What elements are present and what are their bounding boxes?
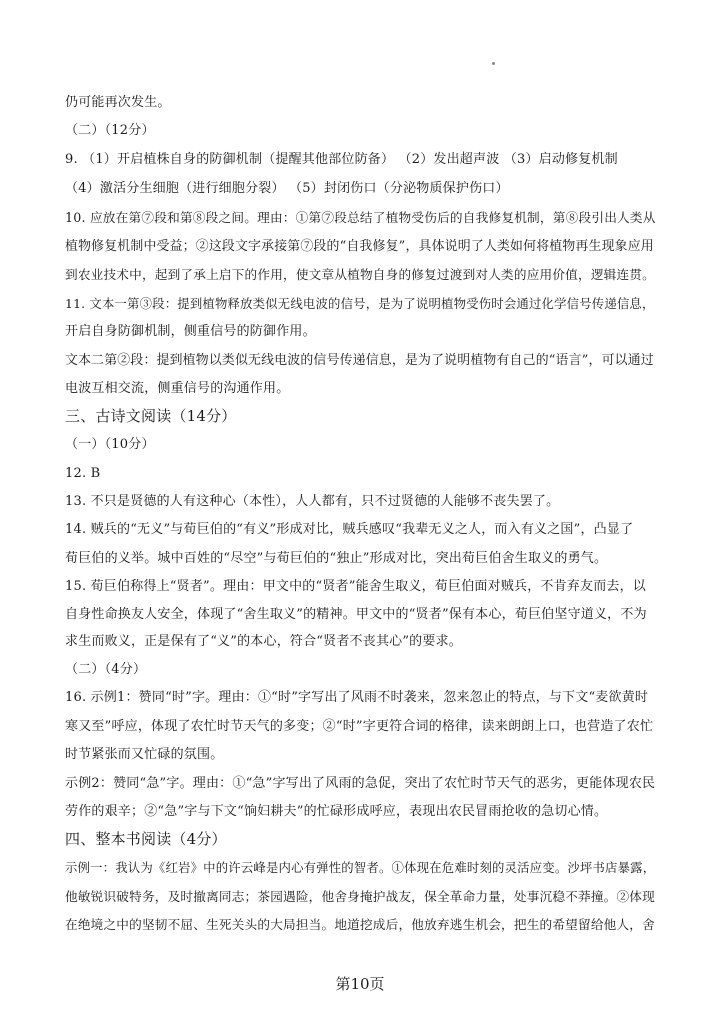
answer-line: 自身性命换友人安全，体现了“舍生取义”的精神。甲文中的“贤者”保有本心，荀巨伯坚守道义，不为 [65,607,647,622]
answer-line: 示例2：赞同“急”字。理由：①“急”字写出了风雨的急促，突出了农忙时节天气的恶劣，更能体现农民 [65,776,656,791]
answer-line: 开启自身防御机制，侧重信号的防御作用。 [65,324,316,339]
answer-line: 时节紧张而又忙碌的氛围。 [65,747,224,762]
section-subheading: （二）（12分） [65,123,155,138]
answer-line: 10. 应放在第⑦段和第⑧段之间。理由：①第⑦段总结了植物受伤后的自我修复机制，第⑧段引出人类从 [65,210,656,225]
answer-line: 仍可能再次发生。 [65,95,171,110]
answer-line: 荀巨伯的义举。城中百姓的“尽空”与荀巨伯的“独止”形成对比，突出荀巨伯舍生取义的勇气。 [65,551,608,566]
answer-line: 16. 示例1：赞同“时”字。理由：①“时”字写出了风雨不时袭来，忽来忽止的特点，与下文“麦欲黄时 [65,690,649,705]
answer-line: 在绝境之中的坚韧不屈、生死关头的大局担当。地道挖成后，他放弃逃生机会，把生的希望留给他人，舍 [65,917,655,932]
answer-line: 11. 文本一第③段：提到植物释放类似无线电波的信号，是为了说明植物受伤时会通过化学信号传递信息， [65,297,655,311]
answer-line: 13. 不只是贤德的人有这种心（本性），人人都有，只不过贤德的人能够不丧失罢了。 [65,494,560,509]
section-subheading: （一）（10分） [65,437,155,452]
answer-line: 求生而败义，正是保有了“义”的本心，符合“贤者不丧其心”的要求。 [65,634,462,649]
answer-line: 他敏锐识破特务，及时撤离同志；茶园遇险，他舍身掩护战友，保全革命力量，处事沉稳不莽撞。②体现 [65,889,655,904]
page-number: 第10页 [335,975,385,993]
answer-line: 电波互相交流，侧重信号的沟通作用。 [65,381,290,396]
answer-line: 12. B [65,466,101,481]
answer-line: 到农业技术中，起到了承上启下的作用，使文章从植物自身的修复过渡到对人类的应用价值，逻辑连贯。 [65,267,655,282]
section-subheading: （二）（4分） [65,662,147,677]
scan-speck [492,62,495,65]
answer-line: 15. 荀巨伯称得上“贤者”。理由：甲文中的“贤者”能舍生取义，荀巨伯面对贼兵，不肯弃友而去，以 [65,579,646,594]
answer-line: 劳作的艰辛；②“急”字与下文“饷妇耕夫”的忙碌形成呼应，表现出农民冒雨抢收的急切心情。 [65,804,608,819]
section-heading: 四、整本书阅读（4分） [65,830,227,848]
answer-line: 9. （1）开启植株自身的防御机制（提醒其他部位防备） （2）发出超声波 （3）启动修复机制 [65,152,618,167]
answer-line: 示例一：我认为《红岩》中的许云峰是内心有弹性的智者。①体现在危难时刻的灵活应变。沙坪书店暴露， [65,861,656,875]
answer-line: 寒又至”呼应，体现了农忙时节天气的多变；②“时”字更符合词的格律，读来朗朗上口，也营造了农忙 [65,719,654,734]
section-heading: 三、古诗文阅读（14分） [65,407,237,425]
answer-line: （4）激活分生细胞（进行细胞分裂） （5）封闭伤口（分泌物质保护伤口） [65,181,509,196]
answer-line: 植物修复机制中受益；②这段文字承接第⑦段的“自我修复”，具体说明了人类如何将植物再生现象应用 [65,239,654,254]
answer-line: 14. 贼兵的“无义”与荀巨伯的“有义”形成对比，贼兵感叹“我辈无义之人，而入有义之国”，凸显了 [65,522,634,537]
answer-line: 文本二第②段：提到植物以类似无线电波的信号传递信息，是为了说明植物有自己的“语言”，可以通过 [65,353,654,368]
